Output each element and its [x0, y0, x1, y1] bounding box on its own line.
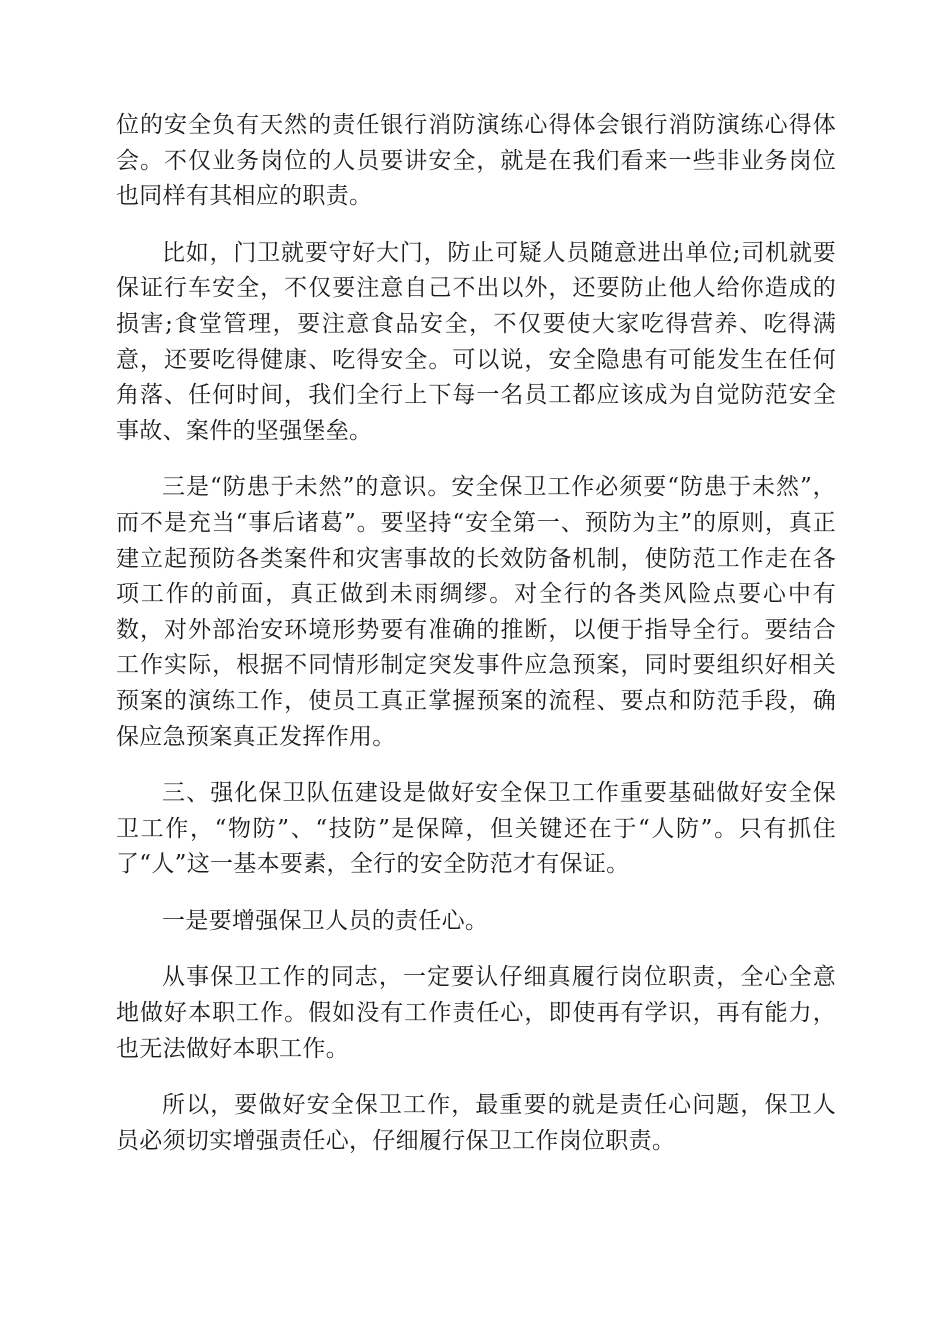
paragraph-3: 三是“防患于未然”的意识。安全保卫工作必须要“防患于未然”，而不是充当“事后诸葛”。要坚持“安全第一、预防为主”的原则，真正建立起预防各类案件和灾害事故的长效防备机制，使防范工作走在各项工作的前面，真正做到未雨绸缪。对全行的各类风险点要心中有数，对外部治安环境形势要有准确的推断，以便于指导全行。要结合工作实际，根据不同情形制定突发事件应急预案，同时要组织好相关预案的演练工作，使员工真正掌握预案的流程、要点和防范手段，确保应急预案真正发挥作用。	[116, 474, 836, 750]
paragraph-5: 一是要增强保卫人员的责任心。	[162, 907, 489, 934]
paragraph-7: 所以，要做好安全保卫工作，最重要的就是责任心问题，保卫人员必须切实增强责任心，仔细履行保卫工作岗位职责。	[116, 1092, 836, 1154]
paragraph-2: 比如，门卫就要守好大门，防止可疑人员随意进出单位;司机就要保证行车安全，不仅要注意自己不出以外，还要防止他人给你造成的损害;食堂管理，要注意食品安全，不仅要使大家吃得营养、吃得满意，还要吃得健康、吃得安全。可以说，安全隐患有可能发生在任何角落、任何时间，我们全行上下每一名员工都应该成为自觉防范安全事故、案件的坚强堡垒。	[116, 239, 836, 444]
paragraph-1: 位的安全负有天然的责任银行消防演练心得体会银行消防演练心得体会。不仅业务岗位的人员要讲安全，就是在我们看来一些非业务岗位也同样有其相应的职责。	[116, 112, 836, 210]
paragraph-4: 三、强化保卫队伍建设是做好安全保卫工作重要基础做好安全保卫工作，“物防”、“技防”是保障，但关键还在于“人防”。只有抓住了“人”这一基本要素，全行的安全防范才有保证。	[116, 780, 836, 878]
document-body	[116, 108, 836, 1180]
paragraph-6: 从事保卫工作的同志，一定要认仔细真履行岗位职责，全心全意地做好本职工作。假如没有工作责任心，即使再有学识，再有能力，也无法做好本职工作。	[116, 964, 836, 1062]
